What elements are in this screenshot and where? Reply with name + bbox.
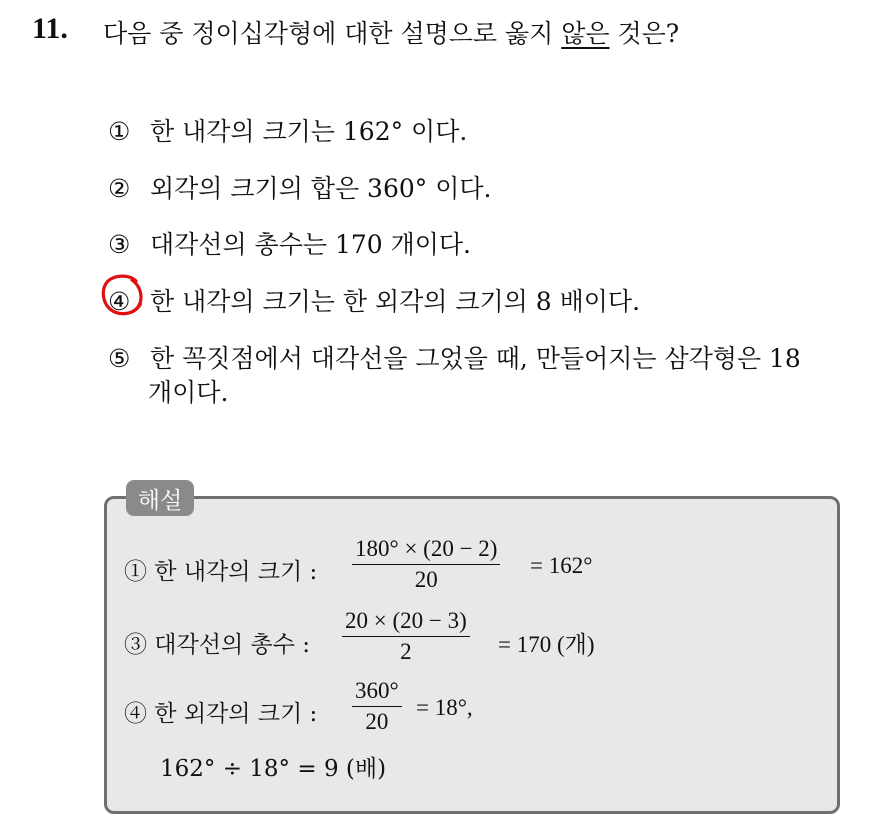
question-text <box>103 14 679 50</box>
solution-line-2-fraction <box>342 606 470 667</box>
question-text-start: 다음 중 정이십각형에 대한 설명으로 옳지 <box>103 19 562 48</box>
solution-line-1-result: = 162° <box>530 553 593 578</box>
choice-5[interactable] <box>108 339 801 407</box>
choice-2[interactable] <box>108 169 491 205</box>
choice-4-number: ④ <box>108 287 131 316</box>
solution-line-3-fraction <box>352 676 402 737</box>
solution-line-1-numerator: 180° × (20 − 2) <box>352 534 500 565</box>
question-number: 11. <box>32 12 68 45</box>
choice-5-number: ⑤ <box>108 344 131 373</box>
question-underlined-word: 않은 <box>561 19 610 48</box>
solution-line-3-denominator: 20 <box>365 709 389 734</box>
choice-4[interactable] <box>108 282 640 318</box>
solution-line-4: 162° ÷ 18° = 9 (배) <box>160 756 387 782</box>
choice-3-text: 대각선의 총수는 170 개이다. <box>150 230 472 259</box>
choice-1-number: ① <box>108 117 131 146</box>
solution-line-2-prefix: ③ 대각선의 총수 : <box>124 632 310 658</box>
solution-line-1-prefix: ① 한 내각의 크기 : <box>124 559 318 585</box>
question-text-end: 것은? <box>609 19 680 48</box>
solution-line-3-numerator: 360° <box>352 676 402 707</box>
solution-label: 해설 <box>126 480 194 516</box>
choice-1-text: 한 내각의 크기는 162° 이다. <box>150 117 468 146</box>
solution-line-2-denominator: 2 <box>400 639 412 664</box>
solution-line-2-result: = 170 (개) <box>498 632 595 657</box>
solution-line-3-result: = 18°, <box>416 695 473 720</box>
choice-5-text-continued: 개이다. <box>148 378 229 407</box>
solution-line-1-denominator: 20 <box>414 567 438 592</box>
choice-3-number: ③ <box>108 230 131 259</box>
choice-5-text: 한 꼭짓점에서 대각선을 그었을 때, 만들어지는 삼각형은 18 <box>150 344 801 373</box>
solution-line-3-prefix: ④ 한 외각의 크기 : <box>124 701 318 727</box>
choice-1[interactable] <box>108 112 467 148</box>
solution-line-2-numerator: 20 × (20 − 3) <box>342 606 470 637</box>
choice-2-number: ② <box>108 174 131 203</box>
choice-4-text: 한 내각의 크기는 한 외각의 크기의 8 배이다. <box>150 287 641 316</box>
choice-2-text: 외각의 크기의 합은 360° 이다. <box>150 174 492 203</box>
solution-line-1-fraction <box>352 534 500 595</box>
choice-3[interactable] <box>108 225 471 261</box>
